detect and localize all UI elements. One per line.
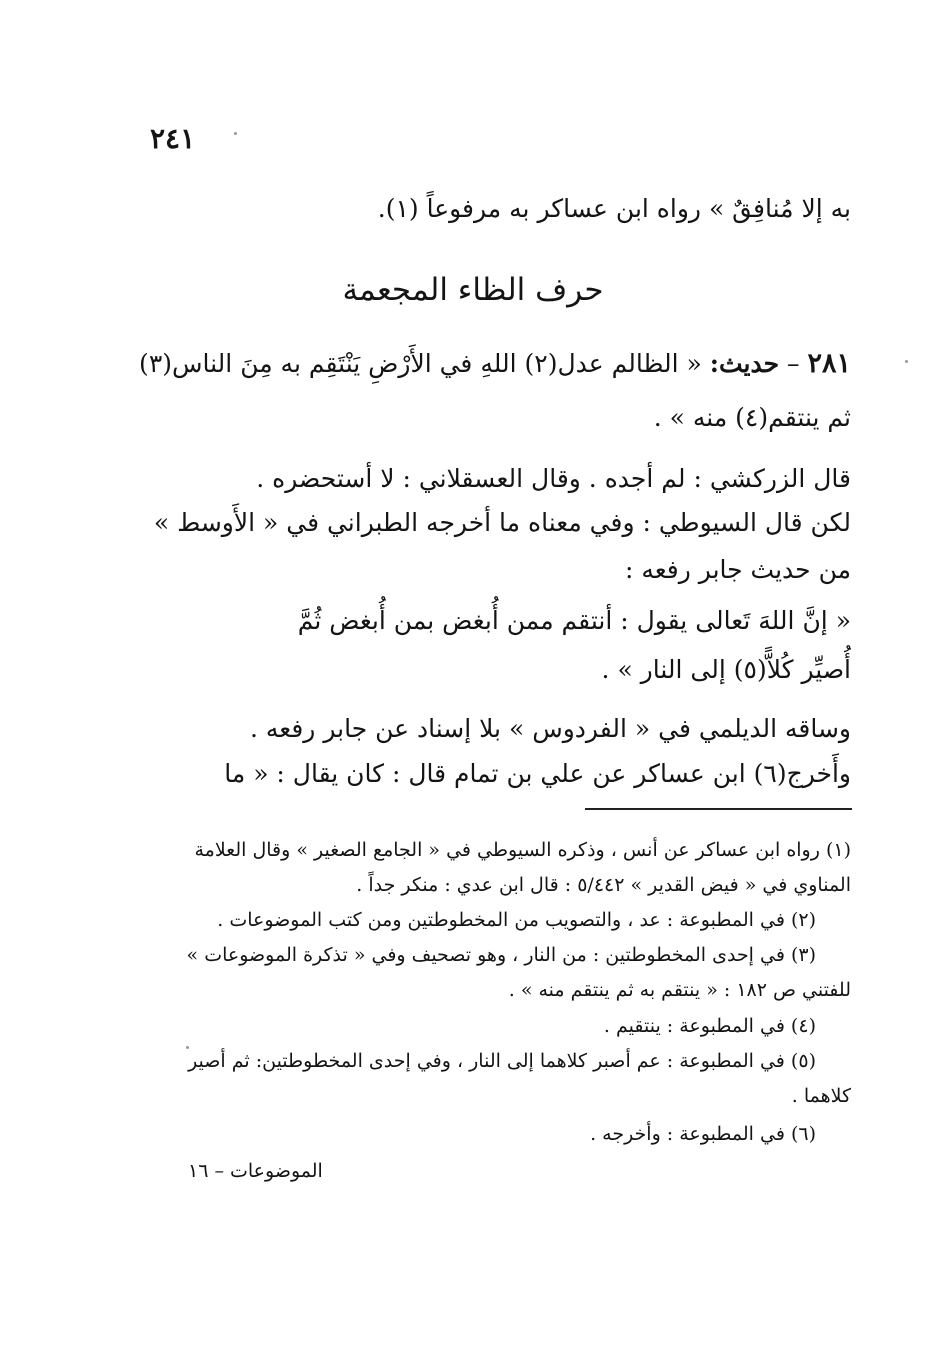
quote-line2: أُصيِّر كُلاًّ(٥) إلى النار » . <box>601 655 851 684</box>
quote-line1: « إنَّ اللهَ تَعالى يقول : أنتقم ممن أُبغض بمن أُبغض ثُمَّ <box>297 606 851 635</box>
hadith-dash: – <box>787 349 800 378</box>
footnote-line: (١) رواه ابن عساكر عن أنس ، وذكره السيوطي في « الجامع الصغير » وقال العلامة <box>194 839 851 861</box>
commentary-line5: وأَخرج(٦) ابن عساكر عن علي بن تمام قال : كان يقال : « ما <box>224 759 851 788</box>
commentary-line3: من حديث جابر رفعه : <box>624 555 851 584</box>
footnote-line: (٦) في المطبوعة : وأخرجه . <box>590 1123 816 1145</box>
footnote-line: (٤) في المطبوعة : ينتقيم . <box>603 1015 816 1037</box>
signature-mark: الموضوعات – ١٦ <box>188 1160 323 1182</box>
commentary-line4: وساقه الديلمي في « الفردوس » بلا إسناد عن جابر رفعه . <box>250 714 851 743</box>
footnote-line: كلاهما . <box>791 1085 851 1107</box>
hadith-text-line2: ثم ينتقم(٤) منه » . <box>653 403 851 432</box>
scan-speck <box>186 1046 189 1049</box>
page-number: ٢٤١ <box>150 122 196 155</box>
section-heading: حرف الظاء المجعمة <box>342 272 604 308</box>
footnote-line: (٣) في إحدى المخطوطتين : من النار ، وهو تصحيف وفي « تذكرة الموضوعات » <box>186 944 816 966</box>
commentary-line1: قال الزركشي : لم أجده . وقال العسقلاني : لا أستحضره . <box>256 464 851 493</box>
scan-speck <box>905 360 908 363</box>
hadith-label: حديث: <box>709 349 780 378</box>
footnote-line: (٢) في المطبوعة : عد ، والتصويب من المخطوطتين ومن كتب الموضوعات . <box>217 909 816 931</box>
footnote-separator <box>585 808 852 810</box>
hadith-header-line <box>139 348 851 379</box>
footnote-line: (٥) في المطبوعة : عم أصبر كلاهما إلى النار ، وفي إحدى المخطوطتين: ثم أصير <box>188 1050 816 1072</box>
footnote-line: للفتني ص ١٨٢ : « ينتقم به ثم ينتقم منه » . <box>508 979 851 1001</box>
footnote-line: المناوي في « فيض القدير » ٥/٤٤٢ : قال ابن عدي : منكر جداً . <box>356 874 851 896</box>
hadith-text-line1: « الظالم عدل(٢) اللهِ في الأَرْضِ يَنْتَقِم به مِنَ الناس(٣) <box>139 349 702 378</box>
scan-speck <box>234 132 237 135</box>
commentary-line2: لكن قال السيوطي : وفي معناه ما أخرجه الطبراني في « الأَوسط » <box>153 508 851 537</box>
carryover-text: به إلا مُنافِقٌ » رواه ابن عساكر به مرفوعاً (١). <box>377 194 851 223</box>
hadith-number: ٢٨١ <box>807 348 851 379</box>
